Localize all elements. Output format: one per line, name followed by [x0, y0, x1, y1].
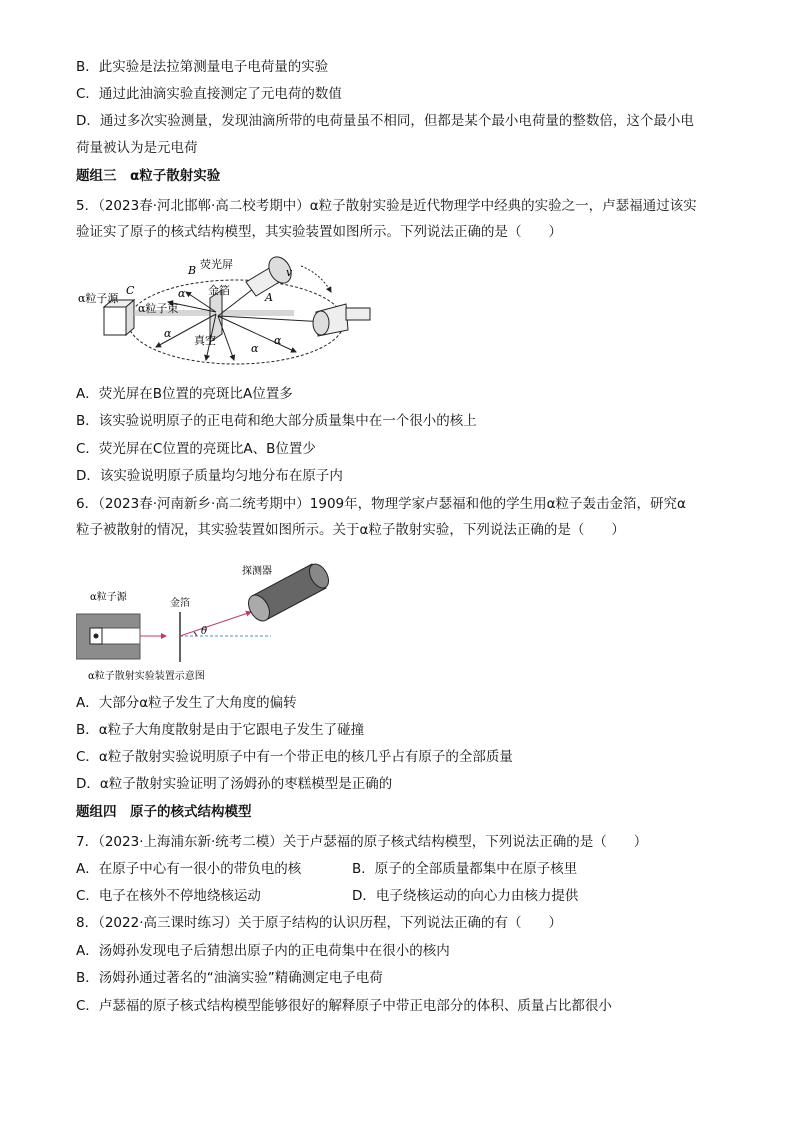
- question-8-option-b: B．汤姆孙通过著名的“油滴实验”精确测定电子电荷: [76, 970, 383, 986]
- question-7-options-row2: [76, 886, 726, 906]
- question-6-option-a: A．大部分α粒子发生了大角度的偏转: [76, 695, 297, 711]
- label-v: v: [286, 266, 293, 279]
- question-6-option-b: B．α粒子大角度散射是由于它跟电子发生了碰撞: [76, 722, 365, 738]
- option-c-prev: C．通过此油滴实验直接测定了元电荷的数值: [76, 86, 342, 102]
- label-theta: θ: [201, 626, 208, 637]
- label-alpha-source: α粒子源: [78, 292, 119, 305]
- question-7-option-d: D．电子绕核运动的向心力由核力提供: [352, 888, 579, 904]
- figure-scattering-schematic: [76, 554, 338, 684]
- question-5-option-a: A．荧光屏在B位置的亮斑比A位置多: [76, 386, 293, 402]
- question-6-option-d: D．α粒子散射实验证明了汤姆孙的枣糕模型是正确的: [76, 776, 393, 792]
- label-alpha-4: α: [274, 334, 282, 347]
- question-5-option-c: C．荧光屏在C位置的亮斑比A、B位置少: [76, 441, 316, 457]
- question-8-line1: 8．（2022·高三课时练习）关于原子结构的认识历程，下列说法正确的有（ ）: [76, 915, 562, 931]
- question-5-option-d: D．该实验说明原子质量均匀地分布在原子内: [76, 468, 343, 484]
- question-7-option-a: A．在原子中心有一很小的带负电的核: [76, 861, 302, 877]
- label-vacuum: 真空: [194, 334, 216, 347]
- question-6-option-c: C．α粒子散射实验说明原子中有一个带正电的核几乎占有原子的全部质量: [76, 749, 513, 765]
- question-6-line2: 粒子被散射的情况，其实验装置如图所示。关于α粒子散射实验，下列说法正确的是（ ）: [76, 522, 625, 538]
- figure-scattering-apparatus: [76, 252, 381, 378]
- option-d-prev-line1: D．通过多次实验测量，发现油滴所带的电荷量虽不相同，但都是某个最小电荷量的整数倍，这个最小电: [76, 113, 694, 129]
- label-a: A: [265, 291, 273, 304]
- label-alpha-3: α: [251, 342, 259, 355]
- label-alpha-source: α粒子源: [90, 592, 127, 603]
- label-alpha-2: α: [164, 327, 172, 340]
- question-7-options-row1: [76, 859, 726, 879]
- label-b: B: [188, 264, 197, 277]
- figure-caption: α粒子散射实验装置示意图: [88, 671, 205, 682]
- label-foil: 金箔: [208, 284, 230, 297]
- label-foil: 金箔: [170, 598, 190, 609]
- figure-scattering-svg: [76, 252, 381, 378]
- question-6-line1: 6．（2023春·河南新乡·高二统考期中）1909年，物理学家卢瑟福和他的学生用α粒子轰击金箔，研究α: [76, 496, 686, 512]
- section-heading-group4: 题组四 原子的核式结构模型: [76, 804, 252, 820]
- question-8-option-a: A．汤姆孙发现电子后猜想出原子内的正电荷集中在很小的核内: [76, 943, 450, 959]
- label-alpha-1: α: [178, 287, 186, 300]
- figure-schematic-svg: [76, 554, 338, 684]
- option-d-prev-line2: 荷量被认为是元电荷: [76, 140, 198, 156]
- question-5-option-b: B．该实验说明原子的正电荷和绝大部分质量集中在一个很小的核上: [76, 413, 477, 429]
- label-beam: α粒子束: [138, 302, 179, 315]
- label-detector: 探测器: [242, 566, 272, 577]
- label-c: C: [126, 284, 135, 297]
- question-5-line2: 验证实了原子的核式结构模型，其实验装置如图所示。下列说法正确的是（ ）: [76, 224, 562, 240]
- label-screen: 荧光屏: [200, 258, 233, 271]
- question-7-option-c: C．电子在核外不停地绕核运动: [76, 888, 261, 904]
- question-7-option-b: B．原子的全部质量都集中在原子核里: [352, 861, 578, 877]
- question-7-line1: 7．（2023·上海浦东新·统考二模）关于卢瑟福的原子核式结构模型，下列说法正确的是（ ）: [76, 834, 648, 850]
- question-8-option-c: C．卢瑟福的原子核式结构模型能够很好的解释原子中带正电部分的体积、质量占比都很小: [76, 998, 612, 1014]
- section-heading-group3: 题组三 α粒子散射实验: [76, 168, 221, 184]
- question-5-line1: 5．（2023春·河北邯郸·高二校考期中）α粒子散射实验是近代物理学中经典的实验之一，卢瑟福通过该实: [76, 198, 697, 214]
- option-b-prev: B．此实验是法拉第测量电子电荷量的实验: [76, 59, 329, 75]
